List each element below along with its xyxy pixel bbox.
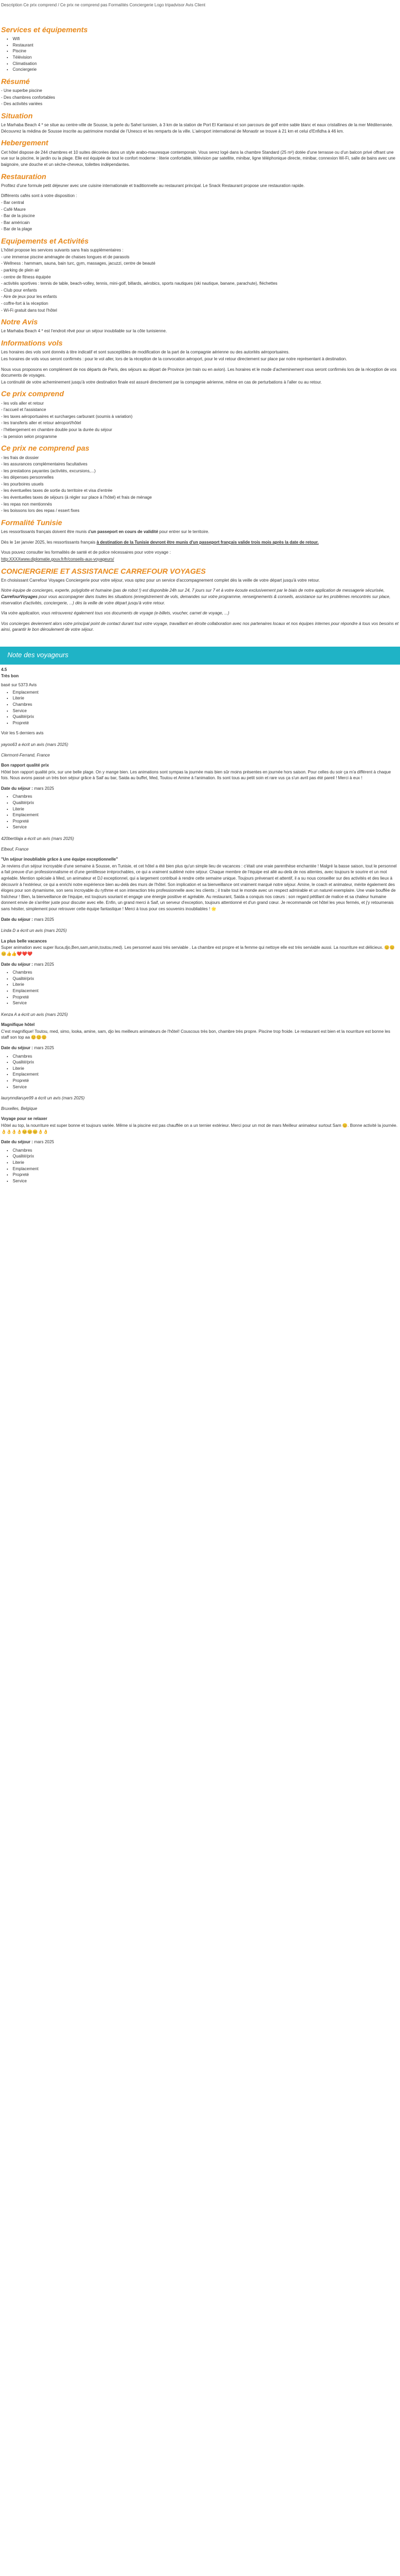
ne-comprend-line: - les dépenses personnelles	[1, 475, 54, 480]
informations-p3: Nous vous proposons en complément de nos départs de Paris, des séjours au départ de Province (en train ou en avion). Les horaires et le mode d'acheminement vous seront confirmés lors de la réception de vos documents de voyages.	[1, 367, 397, 378]
avis-section	[0, 316, 400, 334]
review-text: Hôtel bon rapport qualité prix, sur une belle plage. On y mange bien. Les animations sont sympas la journée mais bien sûr moins présentes en journée hors saison. Pour celles du soir ça m'a différent à chaque fois. Nous avons passé un très bon séjour grâce à Saif au bar, Saida au buffet, Med, Toutou et Amine à l'animation. Ils sont tous au petit soin et rare vus ça s'un avril pas été pareil ! Merci à eux !	[1, 769, 391, 781]
resume-title: Résumé	[1, 77, 30, 86]
restauration-intro: Profitez d'une formule petit déjeuner avec une cuisine internationale et traditionnelle au restaurant principal. Le Snack Restaurant propose une restauration rapide.	[1, 183, 305, 188]
avis-text: Le Marhaba Beach 4 * est l'endroit rêvé pour un séjour inoubliable sur la côte tunisienne.	[1, 329, 167, 334]
score-criterion: • Propreté	[13, 720, 399, 726]
review-criteria-list	[1, 969, 399, 1006]
resume-section	[0, 76, 400, 107]
review-criteria-list	[1, 1147, 399, 1184]
ne-comprend-line: - les assurances complémentaires facultatives	[1, 462, 88, 467]
review-author: Kenza A a écrit un avis (mars 2025)	[1, 1012, 68, 1017]
review-criterion: • Propreté	[13, 994, 399, 1001]
restauration-title: Restauration	[1, 172, 46, 181]
review-criterion: • Literie	[13, 1066, 399, 1072]
ne-comprend-line: - les boissons lors des repas / essert fixes	[1, 508, 80, 514]
formalite-p3: Vous pouvez consulter les formalités de santé et de police nécessaires pour votre voyage :	[1, 550, 171, 555]
conciergerie-p4: Vos concierges deviennent alors votre principal point de contact durant tout votre voyage, travaillant en étroite collaboration avec nos partenaires locaux et nos équipes internes pour répondre à tous vos besoins et ainsi, garantir le bon déroulement de votre séjour.	[1, 621, 399, 632]
service-item: • Climatisation	[13, 61, 399, 67]
tab-navigation-bar[interactable]: Description Ce prix comprend / Ce prix ne comprend pas Formalités Conciergerie Logo tripadvisor Avis Client	[1, 3, 206, 7]
review-date: Date du séjour : mars 2025	[1, 917, 54, 922]
comprend-title: Ce prix comprend	[1, 389, 64, 398]
restauration-outlet: - Bar central	[1, 200, 24, 205]
review-criterion: • Service	[13, 1178, 399, 1184]
review-criterion: • Propreté	[13, 818, 399, 825]
review-item	[1, 928, 399, 1006]
review-criterion: • Emplacement	[13, 988, 399, 994]
review-location: Bruxelles, Belgique	[1, 1106, 37, 1111]
review-criterion: • Qualité/prix	[13, 1059, 399, 1066]
review-text: Je reviens d'un séjour incroyable d'une semaine à Sousse, en Tunisie, et cet hôtel a été bien plus qu'un simple lieu de vacances : c'était une vraie parenthèse enchantée ! Malgré la basse saison, tout le personnel a fait preuve d'un professionnalisme et d'une gentillesse irréprochables, ce qui a vraiment sublimé notre séjour. Chaque membre de l'équipe est allé au-delà de nos attentes, avec toujours le sourire et un mot agréable. Mention spéciale à Med, un animateur et DJ exceptionnel, qui a largement contribué à rendre cette semaine unique. Toujours prévenant et attentif, il a su nous conseiller sur des activités et des lieux à découvrir à l'extérieur, ce qui a enrichi notre expérience bien au-delà des murs de l'hôtel. Son implication et sa bienveillance ont vraiment marqué notre séjour. Amine, le coach et animateur, mérite également des éloges pour son dynamisme, son sens incroyable du rythme et son interaction très professionnelle avec les clients ; il traite tout le monde avec un respect admirable et un naturel exemplaire. Une vraie bouffée de fraîcheur ! Bien, la bienveillance de l'équipe, est toujours souriant et engage une énergie positive et agréable. Au restaurant, Saida a conquis nos cœurs : son regard pétillant de malice et sa chaleur humaine donnent envie de s'arrêter juste pour discuter avec elle. Enfin, un grand merci à Saif, un serveur d'exception, toujours attentionné et d'un grand cœur. Je recommande cet hôtel les yeux fermés, et j'y retournerais sans hésiter, simplement pour retrouver cette équipe fantastique ! Merci à tous pour ces souvenirs inoubliables ! 🌟	[1, 863, 397, 911]
hebergement-title: Hebergement	[1, 138, 49, 147]
review-criterion: • Qualité/prix	[13, 800, 399, 806]
score-value: 4.5	[1, 667, 7, 672]
review-title: Bon rapport qualité prix	[1, 763, 49, 768]
review-text: C'est magnifique! Toutou, med, simo, looka, amine, sam, djo les meilleurs animateurs de l'hôtel! Couscous très bon, chambre très propre. Piscine trop froide. Le restaurant est bien et la nourriture est bonne les staff son top aa 😊😊😊	[1, 1029, 391, 1040]
situation-text: Le Marhaba Beach 4 * se situe au centre-ville de Sousse, la perle du Sahel tunisien, à 3 km de la station de Port El Kantaoui et son parcours de golf entre sable blanc et eaux cristallines de la mer Méditerranée. Découvrez la médina de Sousse inscrite au patrimoine mondial de l'Unesco et les remparts de la ville. L'aéroport international de Monastir se trouve à 21 km et celui d'Enfidha à 46 km.	[1, 123, 393, 134]
review-criterion: • Chambres	[13, 969, 399, 976]
review-criterion: • Qualité/prix	[13, 976, 399, 982]
score-criterion: • Literie	[13, 695, 399, 702]
conciergerie-title: CONCIERGERIE ET ASSISTANCE CARREFOUR VOYAGES	[1, 566, 206, 575]
review-criterion: • Literie	[13, 806, 399, 813]
review-item	[1, 1012, 399, 1090]
restauration-outlet: - Café Maure	[1, 207, 26, 212]
service-item: • Conciergerie	[13, 67, 399, 73]
informations-section	[0, 338, 400, 385]
formalite-p1: Les ressortissants français doivent être munis d'un passeport en cours de validité pour entrer sur le territoire.	[1, 529, 209, 535]
restauration-outlet: - Bar américain	[1, 220, 30, 225]
services-section	[0, 24, 400, 73]
ne-comprend-line: - les éventuelles taxes de séjours (à régler sur place à l'hôtel) et frais de ménage	[1, 495, 152, 500]
service-item: • Piscine	[13, 48, 399, 54]
comprend-line: - les vols aller et retour	[1, 400, 44, 406]
review-item	[1, 836, 399, 922]
restauration-outlet: - Bar de la plage	[1, 227, 32, 232]
review-criterion: • Propreté	[13, 1078, 399, 1084]
restauration-outlet: - Bar de la piscine	[1, 213, 35, 219]
review-title: Voyage pour se relaxer	[1, 1116, 47, 1122]
resume-line: - Une superbe piscine	[1, 88, 42, 94]
situation-title: Situation	[1, 111, 33, 120]
review-criterion: • Chambres	[13, 1147, 399, 1154]
informations-title: Informations vols	[1, 339, 63, 348]
comprend-section	[0, 388, 400, 440]
informations-p1: Les horaires des vols sont donnés à titre indicatif et sont susceptibles de modification de la part de la compagnie aérienne ou des autorités aéroportuaires.	[1, 350, 290, 355]
score-criterion: • Service	[13, 708, 399, 714]
page	[0, 0, 400, 1187]
review-criterion: • Service	[13, 1000, 399, 1006]
review-author: Linda D a écrit un avis (mars 2025)	[1, 928, 67, 934]
review-criteria-list	[1, 794, 399, 830]
comprend-line: - les taxes aéroportuaires et surcharges carburant (soumis à variation)	[1, 414, 132, 419]
activites-line: - Club pour enfants	[1, 287, 37, 293]
formalite-p2: Dès le 1er janvier 2025, les ressortissants français à destination de la Tunisie devront être munis d'un passeport français valide trois mois après la date de retour.	[1, 539, 319, 545]
review-item	[1, 1095, 399, 1184]
conciergerie-p2: Notre équipe de concierges, experte, polyglotte et humaine (pas de robot !) est disponible 24h sur 24, 7 jours sur 7 et à votre écoute exclusivement par le biais de notre application de messagerie sécurisée, CarrefourVoyages pour vous accompagner dans toutes les situations (enregistrement de vols, demandes sur votre programme, renseignements & conseils, assistance sur les problèmes rencontrés sur place, réservation d'activités, conciergerie, ...) dès la veille de votre départ jusqu'à votre retour.	[1, 588, 391, 605]
activites-line: - Aire de jeux pour les enfants	[1, 294, 57, 300]
ne-comprend-section	[0, 443, 400, 514]
review-text: Super animation avec super lluca,djo,Ben,sam,amin,toutou,med). Les personnel aussi très serviable . La chambre est propre et la femme qui nettoye elle est très serviable aussi. La nourriture est délicieux. 😊😊😊👍👍❤️❤️❤️	[1, 945, 395, 956]
activites-line: - une immense piscine aménagée de chaises longues et de parasols	[1, 254, 130, 259]
comprend-line: - les transferts aller et retour aéroport/hôtel	[1, 421, 81, 426]
review-criterion: • Service	[13, 1084, 399, 1090]
score-count: basé sur 5373 Avis	[1, 683, 37, 688]
service-item: • Télévision	[13, 54, 399, 61]
informations-p2: Les horaires de vols vous seront confirmés : pour le vol aller, lors de la réception de la convocation aéroport, pour le vol retour directement sur place par notre représentant à destination.	[1, 356, 347, 361]
activites-section	[0, 236, 400, 313]
hebergement-section	[0, 137, 400, 167]
resume-line: - Des activités variées	[1, 101, 43, 107]
review-criteria-list	[1, 1053, 399, 1090]
review-criterion: • Literie	[13, 1160, 399, 1166]
review-location: Clermont-Ferrand, France	[1, 752, 50, 758]
review-location: Elbeuf, France	[1, 846, 29, 852]
activites-line: - parking de plein air	[1, 268, 40, 273]
activites-title: Equipements et Activités	[1, 236, 89, 245]
review-item	[1, 742, 399, 830]
hebergement-text: Cet hôtel dispose de 244 chambres et 10 suites décorées dans un style arabo-mauresque contemporain. Vous serez logé dans la chambre Standard (25 m²) dotée d'une terrasse ou d'un balcon privé offrant une vue sur la piscine, le jardin ou la plage. Elle est équipée de tout le confort moderne : literie confortable, télévision par satellite, minibar, ligne téléphonique directe, minibar, connexion Wi-Fi, salle de bains avec une baignoire, une douche et un sèche-cheveux, toilettes indépendantes.	[1, 150, 396, 167]
ne-comprend-title: Ce prix ne comprend pas	[1, 444, 90, 453]
activites-intro: L'hôtel propose les services suivants sans frais supplémentaires :	[1, 248, 123, 253]
review-criterion: • Service	[13, 824, 399, 830]
restauration-section	[0, 171, 400, 232]
ne-comprend-line: - les prestations payantes (activités, excursions,...)	[1, 468, 96, 473]
ne-comprend-line: - les éventuelles taxes de sortie du territoire et visa d'entrée	[1, 488, 112, 493]
services-title: Services et équipements	[1, 25, 88, 34]
conciergerie-p3: Via votre application, vous retrouverez également tous vos documents de voyage (e-billets, voucher, carnet de voyage, ...)	[1, 611, 230, 616]
review-title: "Un séjour inoubliable grâce à une équipe exceptionnelle"	[1, 857, 118, 862]
review-criterion: • Chambres	[13, 794, 399, 800]
see-all-reviews-link[interactable]: Voir les 5 derniers avis	[1, 731, 44, 736]
conciergerie-section	[0, 566, 400, 633]
review-criterion: • Qualité/prix	[13, 1153, 399, 1160]
comprend-line: - l'accueil et l'assistance	[1, 407, 46, 413]
score-criterion: • Emplacement	[13, 689, 399, 696]
formalite-link[interactable]: http:XXXXwww.diplomatie.gouv.fr/fr/conseils-aux-voyageurs/	[1, 556, 115, 562]
activites-line: - Wellness : hammam, sauna, bain turc, gym, massages, jacuzzi, centre de beauté	[1, 261, 156, 266]
review-criterion: • Emplacement	[13, 1071, 399, 1078]
review-author: 420bertilaja a écrit un avis (mars 2025)	[1, 836, 74, 842]
ne-comprend-line: - les frais de dossier	[1, 455, 39, 460]
activites-line: - coffre-fort à la réception	[1, 301, 49, 306]
notes-bar-label: Note des voyageurs	[7, 650, 69, 659]
informations-p4: La continuité de votre acheminement jusqu'à votre destination finale est assuré directement par la compagnie aérienne, même en cas de perturbations à l'aller ou au retour.	[1, 379, 322, 385]
review-date: Date du séjour : mars 2025	[1, 1046, 54, 1051]
conciergerie-p1: En choisissant Carrefour Voyages Conciergerie pour votre séjour, vous optez pour un service d'accompagnement complet dès la veille de votre départ jusqu'à votre retour.	[1, 577, 320, 583]
score-block	[1, 667, 399, 736]
review-criterion: • Literie	[13, 982, 399, 988]
activites-line: - Wi-Fi gratuit dans tout l'hôtel	[1, 307, 58, 313]
comprend-line: - la pension selon programme	[1, 434, 57, 439]
formalite-section	[0, 517, 400, 563]
score-criterion: • Qualité/prix	[13, 714, 399, 720]
review-author: laurynndiaruye99 a écrit un avis (mars 2025)	[1, 1096, 85, 1101]
review-date: Date du séjour : mars 2025	[1, 1140, 54, 1145]
formalite-title: Formalité Tunisie	[1, 518, 62, 527]
review-date: Date du séjour : mars 2025	[1, 962, 54, 967]
score-criterion: • Chambres	[13, 702, 399, 708]
reviews-section	[0, 665, 400, 1187]
situation-section	[0, 110, 400, 134]
review-criterion: • Chambres	[13, 1053, 399, 1060]
restauration-outlets-intro: Différents cafés sont à votre disposition :	[1, 193, 77, 199]
score-criteria-list	[1, 689, 399, 726]
review-criterion: • Emplacement	[13, 812, 399, 818]
review-author: yayoo63 a écrit un avis (mars 2025)	[1, 742, 69, 747]
review-title: La plus belle vacances	[1, 938, 47, 944]
review-criterion: • Propreté	[13, 1172, 399, 1178]
avis-title: Notre Avis	[1, 318, 38, 326]
score-label: Très bon	[1, 673, 19, 678]
comprend-line: - l'hébergement en chambre double pour la durée du séjour	[1, 427, 112, 433]
review-title: Magnifique hôtel	[1, 1022, 35, 1028]
review-date: Date du séjour : mars 2025	[1, 786, 54, 791]
review-text: Hôtel au top, la nourriture est super bonne et toujours variée. Même si la piscine est pas chauffée on a un ternier extérieur. Merci pour un mot de mars Meilleur animateur surtout Sam 😊. Bonne activité la journée. 👌👌👌👌😊😊😊👌👌	[1, 1123, 398, 1134]
activites-line: - centre de fitness équipée	[1, 274, 51, 279]
services-list	[1, 36, 399, 73]
service-item: • Restaurant	[13, 42, 399, 49]
activites-line: - activités sportives : tennis de table, beach-volley, tennis, mini-golf, billards, aérobics, sports nautiques (ski nautique, banane, parachute), fléchettes	[1, 281, 278, 286]
notes-bar	[0, 647, 400, 665]
ne-comprend-line: - les pourboires usuels	[1, 481, 44, 487]
ne-comprend-line: - les repas non mentionnés	[1, 501, 52, 507]
service-item: • Wifi	[13, 36, 399, 42]
resume-line: - Des chambres confortables	[1, 95, 55, 100]
review-criterion: • Emplacement	[13, 1166, 399, 1172]
